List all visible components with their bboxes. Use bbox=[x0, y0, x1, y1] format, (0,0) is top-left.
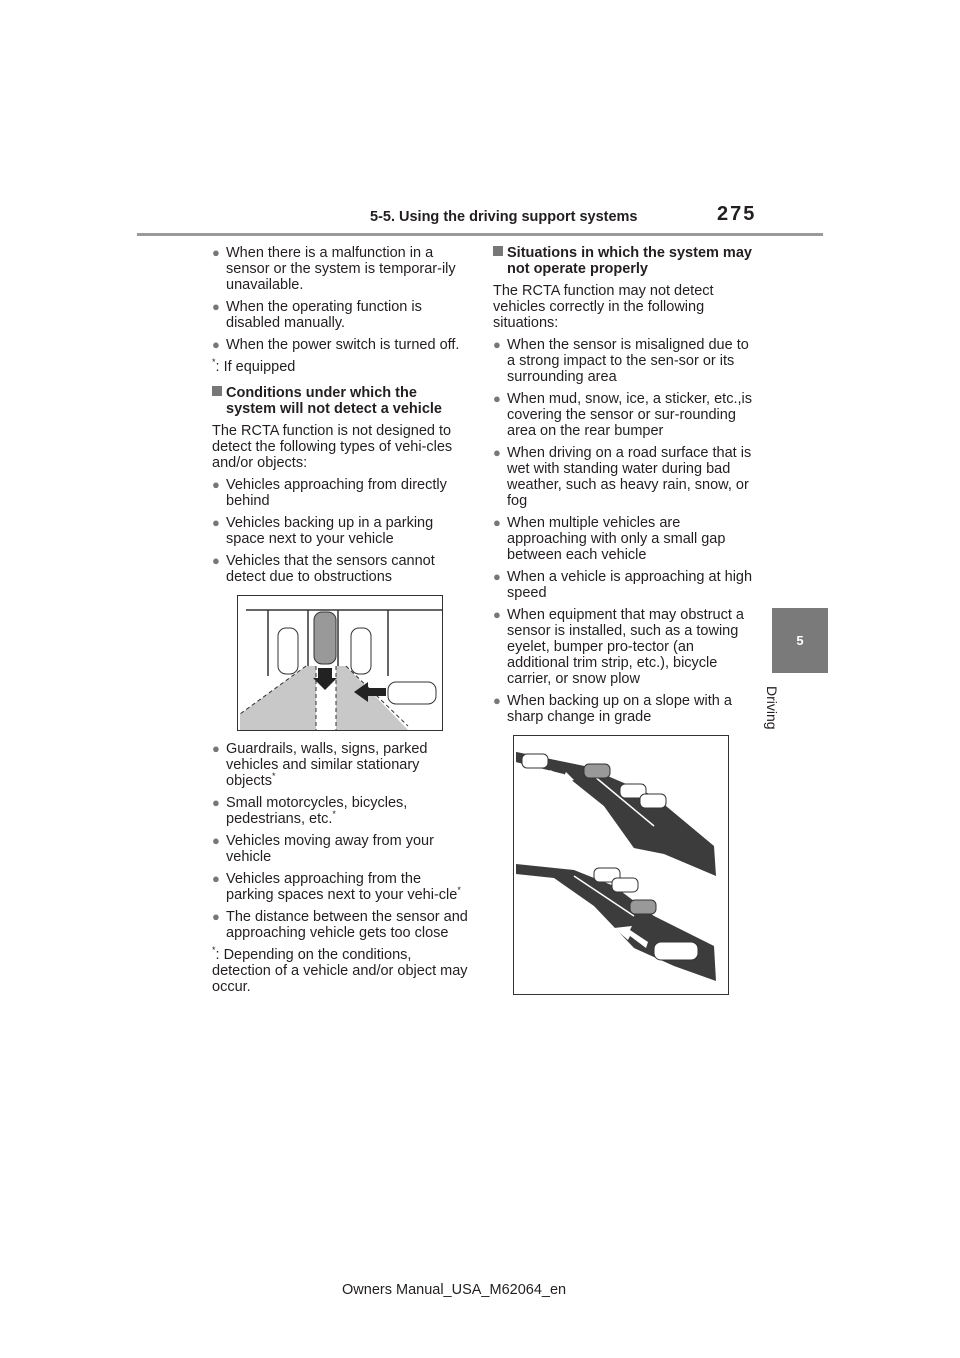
bullet-icon: ● bbox=[212, 553, 220, 568]
slope-illustration bbox=[513, 735, 729, 995]
page-number: 275 bbox=[717, 203, 757, 225]
bullet-icon: ● bbox=[493, 445, 501, 460]
paragraph: The RCTA function is not designed to detect the following types of vehi-cles and/or objects: bbox=[212, 423, 453, 471]
section-heading: Conditions under which the system will not detect a vehicle bbox=[212, 385, 470, 417]
list-item: ● Vehicles moving away from your vehicle bbox=[212, 833, 434, 865]
chapter-name: Driving bbox=[764, 686, 780, 730]
list-item: ● When the power switch is turned off. bbox=[212, 337, 460, 353]
list-item: ● Vehicles that the sensors cannot detect due to obstructions bbox=[212, 553, 435, 585]
list-item: ● When equipment that may obstruct a sensor is installed, such as a towing eyelet, bumper pro-tector (an additional trim strip, etc.), bicycle carrier, or snow plow bbox=[493, 607, 744, 687]
footnote: *: If equipped bbox=[212, 357, 296, 375]
chapter-label bbox=[762, 686, 782, 746]
list-item: ● When there is a malfunction in a sensor or the system is temporar-ily unavailable. bbox=[212, 245, 456, 293]
list-item: ● Vehicles backing up in a parking space next to your vehicle bbox=[212, 515, 434, 547]
bullet-icon: ● bbox=[493, 607, 501, 622]
list-item: ● Vehicles approaching from directly behind bbox=[212, 477, 447, 509]
bullet-icon: ● bbox=[493, 391, 501, 406]
parking-diagram bbox=[238, 596, 442, 730]
bullet-icon: ● bbox=[212, 337, 220, 352]
section-title: 5-5. Using the driving support systems bbox=[370, 209, 638, 225]
chapter-tab: 5 bbox=[772, 608, 828, 673]
bullet-icon: ● bbox=[493, 337, 501, 352]
footer-text: Owners Manual_USA_M62064_en bbox=[342, 1282, 567, 1298]
bullet-icon: ● bbox=[212, 833, 220, 848]
list-item: ● When driving on a road surface that is wet with standing water during bad weather, such as heavy rain, snow, or fog bbox=[493, 445, 752, 509]
bullet-icon: ● bbox=[212, 871, 220, 886]
bullet-icon: ● bbox=[212, 299, 220, 314]
bullet-icon: ● bbox=[212, 795, 220, 810]
square-icon bbox=[493, 246, 503, 256]
list-item: ● Guardrails, walls, signs, parked vehicles and similar stationary objects* bbox=[212, 741, 428, 789]
bullet-icon: ● bbox=[493, 693, 501, 708]
list-item: ● When multiple vehicles are approaching with only a small gap between each vehicle bbox=[493, 515, 726, 563]
parking-illustration bbox=[237, 595, 443, 731]
square-icon bbox=[212, 386, 222, 396]
section-heading: Situations in which the system may not operate properly bbox=[493, 245, 755, 277]
list-item: ● When mud, snow, ice, a sticker, etc.,is covering the sensor or sur-rounding area on the rear bumper bbox=[493, 391, 752, 439]
paragraph: The RCTA function may not detect vehicles correctly in the following situations: bbox=[493, 283, 714, 331]
bullet-icon: ● bbox=[212, 515, 220, 530]
list-item: ● Vehicles approaching from the parking spaces next to your vehi-cle* bbox=[212, 871, 461, 903]
bullet-icon: ● bbox=[493, 515, 501, 530]
slope-diagram bbox=[514, 736, 728, 994]
list-item: ● When the operating function is disabled manually. bbox=[212, 299, 422, 331]
bullet-icon: ● bbox=[212, 245, 220, 260]
list-item: ● Small motorcycles, bicycles, pedestrians, etc.* bbox=[212, 795, 408, 827]
bullet-icon: ● bbox=[212, 909, 220, 924]
left-column bbox=[212, 245, 470, 1003]
header-divider bbox=[137, 233, 823, 236]
list-item: ● When the sensor is misaligned due to a strong impact to the sen-sor or its surrounding area bbox=[493, 337, 749, 385]
list-item: ● When backing up on a slope with a sharp change in grade bbox=[493, 693, 732, 725]
footnote: *: Depending on the conditions, detection of a vehicle and/or object may occur. bbox=[212, 945, 468, 995]
bullet-icon: ● bbox=[493, 569, 501, 584]
list-item: ● When a vehicle is approaching at high speed bbox=[493, 569, 753, 601]
bullet-icon: ● bbox=[212, 477, 220, 492]
right-column bbox=[493, 245, 755, 1005]
bullet-icon: ● bbox=[212, 741, 220, 756]
list-item: ● The distance between the sensor and approaching vehicle gets too close bbox=[212, 909, 468, 941]
